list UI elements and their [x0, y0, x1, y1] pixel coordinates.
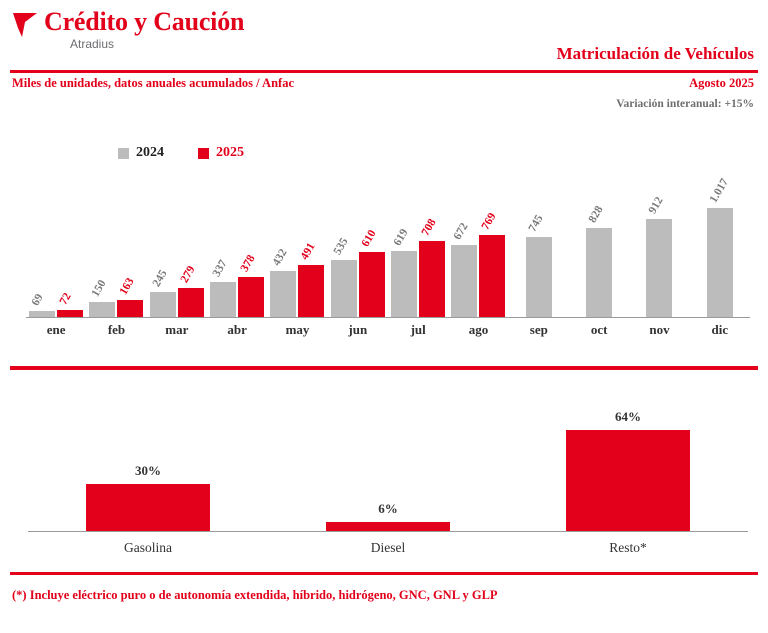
- bar-label-2024-jun: 535: [331, 236, 351, 258]
- bar-label-2025-jun: 610: [359, 228, 379, 250]
- chart1-group-oct: [569, 168, 629, 318]
- bar-label-2024-jul: 619: [391, 227, 411, 249]
- chart1-group-feb: [86, 168, 146, 318]
- bar-2024-ago: [451, 221, 477, 318]
- chart2-value-label-2: 6%: [378, 500, 398, 516]
- legend-swatch-2024: [118, 148, 129, 159]
- page-title: Matriculación de Vehículos: [556, 44, 754, 63]
- footnote-text: (*) Incluye eléctrico puro o de autonomía extendida, híbrido, hidrógeno, GNC, GNL y GLP: [12, 588, 498, 602]
- page-header: [0, 0, 768, 66]
- bar-2024-sep: [526, 213, 552, 318]
- chart2-plot-area: [28, 380, 748, 560]
- chart1-group-ene: [26, 168, 86, 318]
- bar-2024-jul: [391, 227, 417, 318]
- bar-label-2025-feb: 163: [118, 276, 138, 298]
- chart1-tick-ago: ago: [468, 322, 489, 337]
- chart2-value-label-3: 64%: [614, 409, 641, 425]
- subtitle-row: [0, 72, 768, 118]
- chart1-group-mar: [147, 168, 207, 318]
- bar-label-2024-feb: 150: [90, 277, 110, 299]
- bar-2024-abr: [210, 257, 236, 318]
- bar-label-2024-dic: 1.017: [707, 176, 731, 205]
- bar-2024-dic: [707, 176, 733, 318]
- chart2-bar-rect-2: [326, 522, 451, 531]
- bar-2024-feb: [89, 277, 115, 318]
- chart1-x-tick-labels: [26, 320, 750, 340]
- legend-label-2025: 2025: [216, 145, 244, 160]
- bar-2025-feb: [117, 276, 143, 318]
- chart1-tick-feb: feb: [107, 322, 126, 337]
- chart2-bar-rect-3: [566, 430, 691, 531]
- bar-label-2025-abr: 378: [238, 253, 258, 275]
- legend-label-2024: 2024: [136, 145, 164, 160]
- bar-2024-may: [270, 247, 296, 318]
- bar-2024-oct: [586, 204, 612, 318]
- vehicle-registration-bar-chart: [10, 168, 758, 340]
- chart1-tick-nov: nov: [649, 322, 670, 337]
- period-label: Agosto 2025: [689, 76, 754, 90]
- chart1-tick-dic: dic: [711, 322, 729, 337]
- bar-label-2025-ene: 72: [57, 291, 74, 308]
- chart1-plot-area: [26, 168, 750, 318]
- bird-mark-icon: [12, 10, 38, 40]
- bar-label-2024-oct: 828: [586, 204, 606, 226]
- section-divider: [10, 366, 758, 370]
- bar-label-2024-abr: 337: [210, 257, 230, 279]
- chart2-category-3: Resto*: [609, 540, 647, 555]
- bar-label-2024-mar: 245: [150, 267, 170, 289]
- chart2-bar-3: [566, 409, 691, 531]
- chart1-group-jun: [328, 168, 388, 318]
- chart1-tick-mar: mar: [165, 322, 189, 337]
- variation-label: Variación interanual: +15%: [616, 98, 754, 110]
- chart2-category-1: Gasolina: [124, 540, 172, 555]
- chart1-group-nov: [629, 168, 689, 318]
- bar-label-2024-sep: 745: [526, 213, 546, 235]
- brand-title: Crédito y Caución: [44, 7, 245, 36]
- chart1-group-sep: [509, 168, 569, 318]
- footer-divider: [10, 572, 758, 575]
- chart2-category-2: Diesel: [370, 540, 406, 555]
- bar-2025-jun: [359, 228, 385, 318]
- chart-units-label: Miles de unidades, datos anuales acumulados / Anfac: [12, 76, 294, 90]
- bar-2025-may: [298, 240, 324, 318]
- chart1-group-dic: [690, 168, 750, 318]
- bar-2025-jul: [419, 217, 445, 318]
- chart1-group-abr: [207, 168, 267, 318]
- chart2-value-label-1: 30%: [134, 462, 161, 478]
- chart1-group-ago: [448, 168, 508, 318]
- brand-logo: [12, 8, 244, 51]
- chart1-tick-jun: jun: [348, 322, 368, 337]
- bar-label-2024-ago: 672: [452, 221, 472, 243]
- chart1-tick-ene: ene: [46, 322, 66, 337]
- bar-label-2025-jul: 708: [419, 217, 439, 239]
- bar-2024-mar: [150, 267, 176, 318]
- chart1-tick-sep: sep: [529, 322, 548, 337]
- bar-label-2025-ago: 769: [480, 210, 500, 232]
- bar-2024-nov: [646, 195, 672, 318]
- bar-label-2025-may: 491: [299, 240, 319, 262]
- brand-subtitle: Atradius: [70, 37, 115, 52]
- bar-2025-ago: [479, 210, 505, 318]
- fuel-mix-bar-chart: [10, 380, 758, 560]
- chart2-bar-1: [86, 462, 211, 531]
- chart1-x-axis: [26, 317, 750, 318]
- bar-2025-abr: [238, 253, 264, 318]
- chart1-tick-may: may: [285, 322, 310, 337]
- chart2-bar-rect-1: [86, 484, 211, 531]
- bar-2025-mar: [178, 263, 204, 318]
- chart1-group-may: [267, 168, 327, 318]
- chart1-tick-abr: abr: [227, 322, 247, 337]
- legend-item-2025: [198, 145, 244, 161]
- bar-2024-jun: [331, 236, 357, 318]
- bar-label-2024-ene: 69: [29, 291, 46, 308]
- chart-legend: [118, 145, 244, 161]
- bar-label-2024-nov: 912: [647, 195, 667, 217]
- legend-swatch-2025: [198, 148, 209, 159]
- legend-item-2024: [118, 145, 164, 161]
- bar-label-2025-mar: 279: [178, 263, 198, 285]
- chart2-bar-2: [326, 500, 451, 531]
- chart1-tick-jul: jul: [410, 322, 426, 337]
- chart1-tick-oct: oct: [590, 322, 608, 337]
- chart1-group-jul: [388, 168, 448, 318]
- bar-label-2024-may: 432: [271, 247, 291, 269]
